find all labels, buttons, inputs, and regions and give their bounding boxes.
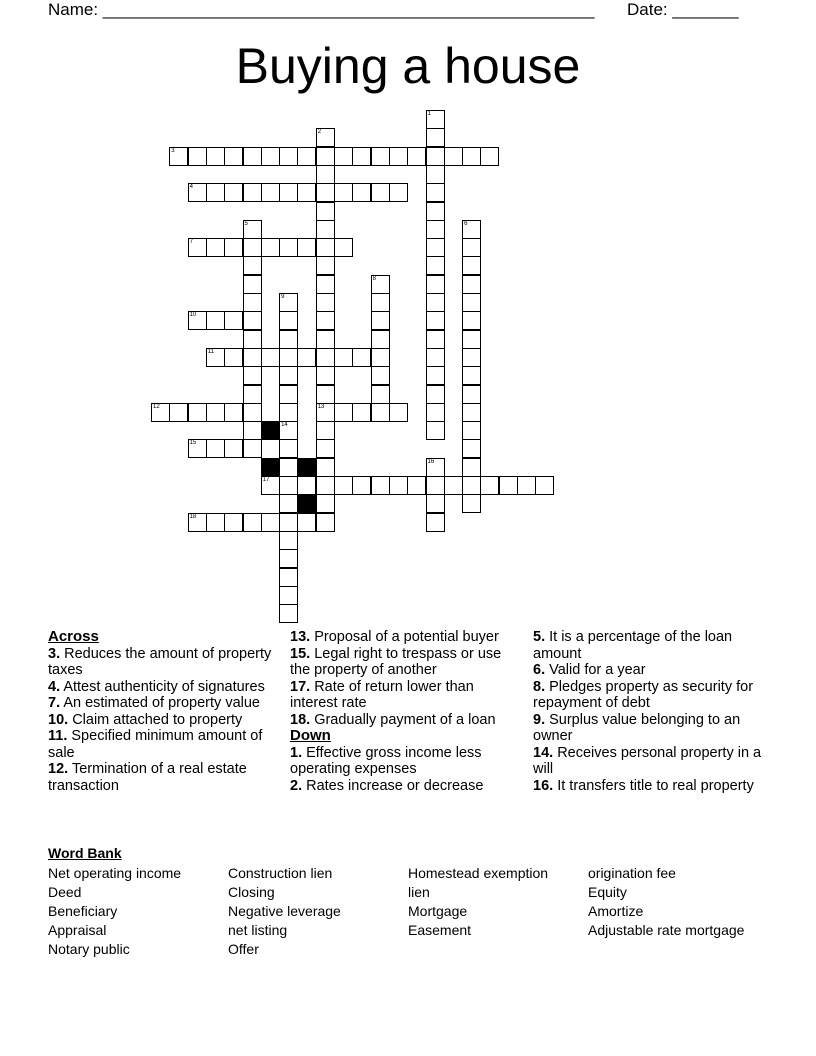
crossword-cell[interactable] xyxy=(261,348,280,367)
crossword-cell[interactable] xyxy=(224,147,243,166)
crossword-cell[interactable] xyxy=(243,147,262,166)
crossword-cell[interactable] xyxy=(535,476,554,495)
crossword-cell[interactable] xyxy=(334,348,353,367)
crossword-cell[interactable] xyxy=(426,330,445,349)
across-heading: Across xyxy=(48,628,99,645)
page-title: Buying a house xyxy=(235,38,581,94)
crossword-cell[interactable] xyxy=(261,513,280,532)
crossword-cell[interactable] xyxy=(462,476,481,495)
crossword-cell[interactable] xyxy=(389,147,408,166)
crossword-cell[interactable] xyxy=(407,147,426,166)
clue-text: Receives personal property in a will xyxy=(533,744,762,777)
crossword-cell[interactable] xyxy=(334,476,353,495)
word-bank-entry: origination fee xyxy=(588,865,676,881)
crossword-black-cell xyxy=(261,421,280,440)
crossword-cell[interactable] xyxy=(279,385,298,404)
word-bank-entry: Appraisal xyxy=(48,922,107,938)
clue-number: 15. xyxy=(290,645,311,662)
crossword-cell[interactable] xyxy=(206,403,225,422)
word-bank-entry: Deed xyxy=(48,884,82,900)
cell-number: 7 xyxy=(189,239,193,246)
crossword-cell[interactable] xyxy=(188,183,207,202)
crossword-cell[interactable] xyxy=(188,403,207,422)
crossword-cell[interactable] xyxy=(426,275,445,294)
crossword-cell[interactable] xyxy=(462,256,481,275)
crossword-cell[interactable] xyxy=(188,439,207,458)
cell-number: 15 xyxy=(189,440,197,447)
crossword-cell[interactable] xyxy=(279,147,298,166)
crossword-cell[interactable] xyxy=(243,366,262,385)
crossword-cell[interactable] xyxy=(426,202,445,221)
crossword-cell[interactable] xyxy=(316,183,335,202)
crossword-cell[interactable] xyxy=(371,330,390,349)
clue-number: 7. xyxy=(48,695,61,711)
word-bank-column xyxy=(408,864,548,940)
crossword-cell[interactable] xyxy=(316,366,335,385)
crossword-cell[interactable] xyxy=(462,311,481,330)
crossword-cell[interactable] xyxy=(224,238,243,257)
crossword-cell[interactable] xyxy=(407,476,426,495)
crossword-cell[interactable] xyxy=(316,202,335,221)
crossword-cell[interactable] xyxy=(261,476,280,495)
crossword-cell[interactable] xyxy=(316,128,335,147)
crossword-cell[interactable] xyxy=(243,183,262,202)
crossword-cell[interactable] xyxy=(316,439,335,458)
word-bank-entry: Adjustable rate mortgage xyxy=(588,922,745,938)
clue-item xyxy=(48,761,278,794)
crossword-cell[interactable] xyxy=(316,421,335,440)
down-clue-list xyxy=(290,745,515,795)
clue-item xyxy=(533,712,763,745)
clue-text: Reduces the amount of property taxes xyxy=(48,645,272,678)
word-bank-title: Word Bank xyxy=(48,845,122,861)
crossword-cell[interactable] xyxy=(316,385,335,404)
crossword-cell[interactable] xyxy=(206,348,225,367)
crossword-cell[interactable] xyxy=(426,421,445,440)
crossword-cell[interactable] xyxy=(462,147,481,166)
clue-number: 12. xyxy=(48,761,69,777)
clue-number: 18. xyxy=(290,711,311,728)
cell-number: 13 xyxy=(317,403,325,410)
crossword-cell[interactable] xyxy=(462,220,481,239)
cell-number: 1 xyxy=(427,111,431,117)
crossword-cell[interactable] xyxy=(188,513,207,532)
word-bank-entry: Closing xyxy=(228,884,275,900)
crossword-cell[interactable] xyxy=(499,476,518,495)
clue-number: 10. xyxy=(48,711,69,728)
cell-number: 8 xyxy=(372,275,376,282)
crossword-cell[interactable] xyxy=(297,147,316,166)
crossword-cell[interactable] xyxy=(243,220,262,239)
cell-number: 5 xyxy=(244,220,248,227)
crossword-cell[interactable] xyxy=(224,403,243,422)
clue-text: Claim attached to property xyxy=(68,711,243,728)
crossword-cell[interactable] xyxy=(316,293,335,312)
clue-item xyxy=(533,629,763,662)
crossword-cell[interactable] xyxy=(426,165,445,184)
clue-text: Valid for a year xyxy=(545,662,646,678)
crossword-cell[interactable] xyxy=(426,128,445,147)
cell-number: 2 xyxy=(317,129,322,136)
crossword-cell[interactable] xyxy=(480,147,499,166)
crossword-cell[interactable] xyxy=(279,366,298,385)
crossword-cell[interactable] xyxy=(316,147,335,166)
crossword-cell[interactable] xyxy=(279,586,298,605)
crossword-cell[interactable] xyxy=(316,220,335,239)
crossword-cell[interactable] xyxy=(206,183,225,202)
clue-number: 9. xyxy=(533,711,546,728)
crossword-cell[interactable] xyxy=(279,293,298,312)
crossword-cell[interactable] xyxy=(316,330,335,349)
crossword-cell[interactable] xyxy=(316,458,335,477)
crossword-cell[interactable] xyxy=(444,147,463,166)
word-bank-column xyxy=(228,864,341,959)
crossword-cell[interactable] xyxy=(243,293,262,312)
crossword-cell[interactable] xyxy=(462,403,481,422)
crossword-cell[interactable] xyxy=(371,385,390,404)
cell-number: 9 xyxy=(281,294,285,300)
crossword-cell[interactable] xyxy=(371,476,390,495)
clue-text: It transfers title to real property xyxy=(553,777,754,794)
date-field-label: Date: _______ xyxy=(627,0,739,19)
crossword-cell[interactable] xyxy=(389,183,408,202)
clue-item xyxy=(290,679,515,712)
clue-text: Effective gross income less operating expenses xyxy=(290,744,482,777)
clue-text: Termination of a real estate transaction xyxy=(48,761,247,794)
crossword-cell[interactable] xyxy=(444,476,463,495)
clue-text: Rates increase or decrease xyxy=(302,777,484,794)
crossword-cell[interactable] xyxy=(243,403,262,422)
crossword-cell[interactable] xyxy=(279,348,298,367)
crossword-cell[interactable] xyxy=(279,513,298,532)
clue-text: An estimated of property value xyxy=(60,695,260,711)
crossword-cell[interactable] xyxy=(334,183,353,202)
clue-number: 13. xyxy=(290,629,311,645)
crossword-cell[interactable] xyxy=(279,183,298,202)
word-bank-entry: Easement xyxy=(408,922,472,938)
crossword-cell[interactable] xyxy=(371,403,390,422)
crossword-cell[interactable] xyxy=(297,183,316,202)
crossword-cell[interactable] xyxy=(279,439,298,458)
cell-number: 4 xyxy=(189,184,193,191)
crossword-cell[interactable] xyxy=(316,256,335,275)
crossword-cell[interactable] xyxy=(316,494,335,513)
crossword-cell[interactable] xyxy=(243,275,262,294)
clue-item xyxy=(290,745,515,778)
cell-number: 11 xyxy=(207,348,215,355)
crossword-cell[interactable] xyxy=(352,147,371,166)
clue-item xyxy=(48,646,278,679)
cell-number: 18 xyxy=(189,513,197,520)
crossword-cell[interactable] xyxy=(426,183,445,202)
crossword-cell[interactable] xyxy=(243,348,262,367)
crossword-cell[interactable] xyxy=(352,476,371,495)
crossword-cell[interactable] xyxy=(206,238,225,257)
crossword-cell[interactable] xyxy=(426,476,445,495)
crossword-cell[interactable] xyxy=(371,275,390,294)
crossword-cell[interactable] xyxy=(462,439,481,458)
crossword-cell[interactable] xyxy=(371,311,390,330)
crossword-cell[interactable] xyxy=(352,348,371,367)
clue-number: 16. xyxy=(533,777,554,794)
crossword-black-cell xyxy=(261,458,280,477)
crossword-cell[interactable] xyxy=(316,348,335,367)
crossword-cell[interactable] xyxy=(224,183,243,202)
crossword-cell[interactable] xyxy=(206,147,225,166)
across-clue-list xyxy=(48,646,278,795)
crossword-cell[interactable] xyxy=(151,403,170,422)
clue-text: It is a percentage of the loan amount xyxy=(533,629,733,662)
crossword-cell[interactable] xyxy=(316,476,335,495)
crossword-cell[interactable] xyxy=(334,238,353,257)
name-field-label: Name: ____________________________________________________ xyxy=(48,0,595,19)
word-bank-entry: Beneficiary xyxy=(48,903,118,919)
crossword-cell[interactable] xyxy=(517,476,536,495)
crossword-cell[interactable] xyxy=(389,476,408,495)
crossword-cell[interactable] xyxy=(316,513,335,532)
clue-item xyxy=(533,679,763,712)
crossword-cell[interactable] xyxy=(480,476,499,495)
crossword-cell[interactable] xyxy=(297,513,316,532)
word-bank-entry: Equity xyxy=(588,884,627,900)
word-bank-entry: Offer xyxy=(228,941,259,957)
crossword-cell[interactable] xyxy=(426,348,445,367)
crossword-cell[interactable] xyxy=(462,494,481,513)
crossword-cell[interactable] xyxy=(371,348,390,367)
word-bank-entry: Homestead exemption xyxy=(408,865,549,881)
crossword-cell[interactable] xyxy=(426,513,445,532)
crossword-cell[interactable] xyxy=(224,513,243,532)
crossword-cell[interactable] xyxy=(316,238,335,257)
crossword-cell[interactable] xyxy=(352,403,371,422)
word-bank-entry: Net operating income xyxy=(48,865,182,881)
clue-number: 14. xyxy=(533,744,554,761)
crossword-cell[interactable] xyxy=(462,293,481,312)
crossword-cell[interactable] xyxy=(426,311,445,330)
crossword-cell[interactable] xyxy=(426,220,445,239)
clue-item xyxy=(533,745,763,778)
crossword-cell[interactable] xyxy=(169,147,188,166)
crossword-cell[interactable] xyxy=(371,147,390,166)
word-bank-entry: Notary public xyxy=(48,941,130,957)
clue-number: 5. xyxy=(533,629,546,645)
word-bank-entry: Amortize xyxy=(588,903,644,919)
crossword-cell[interactable] xyxy=(261,183,280,202)
clue-text: Legal right to trespass or use the property of another xyxy=(290,645,502,678)
clue-text: Pledges property as security for repayment of debt xyxy=(533,678,754,711)
crossword-cell[interactable] xyxy=(426,147,445,166)
crossword-cell[interactable] xyxy=(279,549,298,568)
crossword-cell[interactable] xyxy=(261,147,280,166)
crossword-cell[interactable] xyxy=(462,385,481,404)
clue-item xyxy=(290,629,515,646)
clue-number: 8. xyxy=(533,678,546,695)
crossword-cell[interactable] xyxy=(462,458,481,477)
crossword-cell[interactable] xyxy=(279,421,298,440)
crossword-cell[interactable] xyxy=(371,183,390,202)
clue-item xyxy=(290,646,515,679)
crossword-cell[interactable] xyxy=(279,568,298,587)
clue-item xyxy=(533,662,763,679)
crossword-cell[interactable] xyxy=(188,238,207,257)
cell-number: 17 xyxy=(262,477,270,483)
clue-item xyxy=(533,778,763,795)
cell-number: 16 xyxy=(427,458,435,465)
crossword-cell[interactable] xyxy=(426,238,445,257)
crossword-cell[interactable] xyxy=(279,458,298,477)
clue-number: 1. xyxy=(290,744,303,761)
crossword-cell[interactable] xyxy=(297,476,316,495)
crossword-cell[interactable] xyxy=(426,494,445,513)
crossword-cell[interactable] xyxy=(316,275,335,294)
clue-text: Rate of return lower than interest rate xyxy=(290,678,474,711)
clue-text: Gradually payment of a loan xyxy=(310,711,496,728)
clue-number: 2. xyxy=(290,777,303,794)
crossword-cell[interactable] xyxy=(224,348,243,367)
crossword-cell[interactable] xyxy=(169,403,188,422)
crossword-cell[interactable] xyxy=(352,183,371,202)
crossword-black-cell xyxy=(297,494,316,513)
crossword-cell[interactable] xyxy=(243,513,262,532)
crossword-cell[interactable] xyxy=(279,494,298,513)
cell-number: 12 xyxy=(153,403,160,410)
clue-number: 3. xyxy=(48,645,61,662)
crossword-cell[interactable] xyxy=(243,238,262,257)
crossword-cell[interactable] xyxy=(426,403,445,422)
crossword-cell[interactable] xyxy=(334,403,353,422)
clue-text: Proposal of a potential buyer xyxy=(310,629,499,645)
crossword-cell[interactable] xyxy=(462,421,481,440)
crossword-cell[interactable] xyxy=(462,330,481,349)
word-bank-column xyxy=(588,864,744,940)
crossword-cell[interactable] xyxy=(206,439,225,458)
crossword-cell[interactable] xyxy=(188,311,207,330)
word-bank-column xyxy=(48,864,181,959)
crossword-cell[interactable] xyxy=(243,330,262,349)
cell-number: 6 xyxy=(464,220,468,227)
crossword-cell[interactable] xyxy=(462,275,481,294)
clues-column-2 xyxy=(290,629,515,794)
crossword-cell[interactable] xyxy=(279,311,298,330)
clue-item xyxy=(290,712,515,729)
crossword-cell[interactable] xyxy=(279,238,298,257)
crossword-cell[interactable] xyxy=(279,604,298,623)
crossword-cell[interactable] xyxy=(206,311,225,330)
crossword-cell[interactable] xyxy=(462,366,481,385)
crossword-cell[interactable] xyxy=(206,513,225,532)
crossword-cell[interactable] xyxy=(279,476,298,495)
crossword-cell[interactable] xyxy=(426,385,445,404)
crossword-cell[interactable] xyxy=(243,256,262,275)
cell-number: 3 xyxy=(171,147,175,154)
clue-text: Surplus value belonging to an owner xyxy=(533,711,741,744)
crossword-cell[interactable] xyxy=(316,403,335,422)
clues-column-3 xyxy=(533,629,763,794)
crossword-cell[interactable] xyxy=(426,458,445,477)
crossword-cell[interactable] xyxy=(389,403,408,422)
crossword-cell[interactable] xyxy=(243,311,262,330)
crossword-cell[interactable] xyxy=(261,238,280,257)
clue-text: Attest authenticity of signatures xyxy=(60,678,265,695)
word-bank-entry: Negative leverage xyxy=(228,903,341,919)
clue-item xyxy=(48,712,278,729)
clue-item xyxy=(48,728,278,761)
crossword-cell[interactable] xyxy=(316,165,335,184)
clue-item xyxy=(48,695,278,712)
crossword-cell[interactable] xyxy=(316,311,335,330)
crossword-cell[interactable] xyxy=(243,421,262,440)
crossword-cell[interactable] xyxy=(334,147,353,166)
clue-number: 11. xyxy=(48,728,68,744)
clue-number: 6. xyxy=(533,662,546,678)
down-clue-list-continued xyxy=(533,629,763,794)
clue-number: 17. xyxy=(290,678,311,695)
crossword-cell[interactable] xyxy=(297,238,316,257)
clues-column-1 xyxy=(48,629,278,794)
word-bank-entry: Mortgage xyxy=(408,903,468,919)
crossword-cell[interactable] xyxy=(243,439,262,458)
crossword-cell[interactable] xyxy=(426,256,445,275)
crossword-cell[interactable] xyxy=(371,293,390,312)
clue-item xyxy=(290,778,515,795)
crossword-cell[interactable] xyxy=(426,110,445,129)
crossword-cell[interactable] xyxy=(462,238,481,257)
clue-text: Specified minimum amount of sale xyxy=(48,728,263,761)
crossword-cell[interactable] xyxy=(426,293,445,312)
crossword-cell[interactable] xyxy=(279,330,298,349)
crossword-cell[interactable] xyxy=(224,311,243,330)
crossword-cell[interactable] xyxy=(224,439,243,458)
crossword-cell[interactable] xyxy=(279,531,298,550)
word-bank-entry: lien xyxy=(408,884,430,900)
crossword-cell[interactable] xyxy=(243,385,262,404)
crossword-cell[interactable] xyxy=(188,147,207,166)
cell-number: 10 xyxy=(189,312,197,319)
crossword-cell[interactable] xyxy=(297,348,316,367)
word-bank-entry: Construction lien xyxy=(228,865,333,881)
crossword-cell[interactable] xyxy=(426,366,445,385)
clue-number: 4. xyxy=(48,678,61,695)
clue-item xyxy=(48,679,278,696)
crossword-black-cell xyxy=(297,458,316,477)
across-clue-list-continued xyxy=(290,629,515,728)
down-heading: Down xyxy=(290,727,331,744)
cell-number: 14 xyxy=(281,422,288,429)
crossword-cell[interactable] xyxy=(371,366,390,385)
word-bank-entry: net listing xyxy=(228,922,288,938)
crossword-cell[interactable] xyxy=(279,403,298,422)
crossword-cell[interactable] xyxy=(462,348,481,367)
